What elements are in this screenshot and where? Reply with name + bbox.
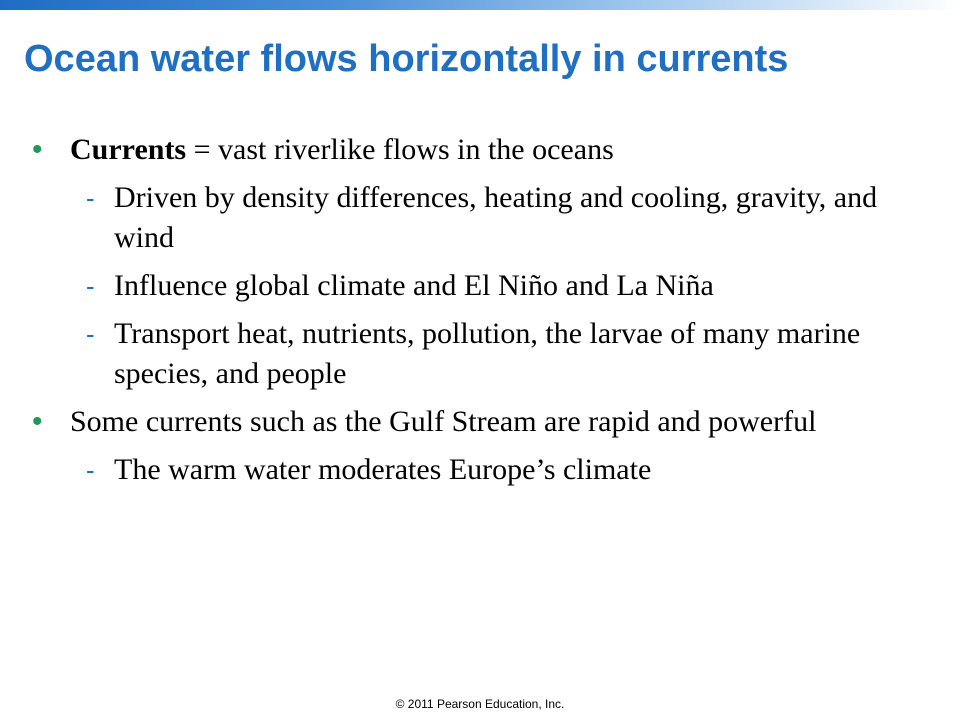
- sub-bullet-text: The warm water moderates Europe’s climate: [114, 453, 652, 486]
- dash-marker: -: [86, 319, 95, 349]
- sub-bullet-text: Driven by density differences, heating and cooling, gravity, and wind: [114, 181, 878, 254]
- sub-bullet-influence: [0, 266, 960, 306]
- dash-marker: -: [86, 455, 95, 485]
- dash-marker: -: [86, 183, 95, 213]
- bullet-marker: •: [32, 133, 43, 166]
- sub-bullet-warm-water: [0, 450, 960, 490]
- bullet-gulf-stream: [0, 402, 960, 442]
- term-currents: Currents: [70, 133, 187, 166]
- top-accent-bar: [0, 0, 960, 10]
- sub-bullet-text: Transport heat, nutrients, pollution, the larvae of many marine species, and people: [114, 317, 861, 390]
- bullet-text: = vast riverlike flows in the oceans: [186, 133, 614, 166]
- bullet-currents: [0, 130, 960, 170]
- copyright-footer: © 2011 Pearson Education, Inc.: [395, 697, 565, 711]
- slide-title: Ocean water flows horizontally in currents: [24, 38, 789, 80]
- slide-content: [0, 130, 960, 498]
- sub-bullet-text: Influence global climate and El Niño and La Niña: [114, 269, 714, 302]
- sub-bullet-transport: [0, 314, 960, 394]
- sub-bullet-driven-by: [0, 178, 960, 258]
- dash-marker: -: [86, 271, 95, 301]
- bullet-text: Some currents such as the Gulf Stream are rapid and powerful: [70, 405, 817, 438]
- bullet-marker: •: [32, 405, 43, 438]
